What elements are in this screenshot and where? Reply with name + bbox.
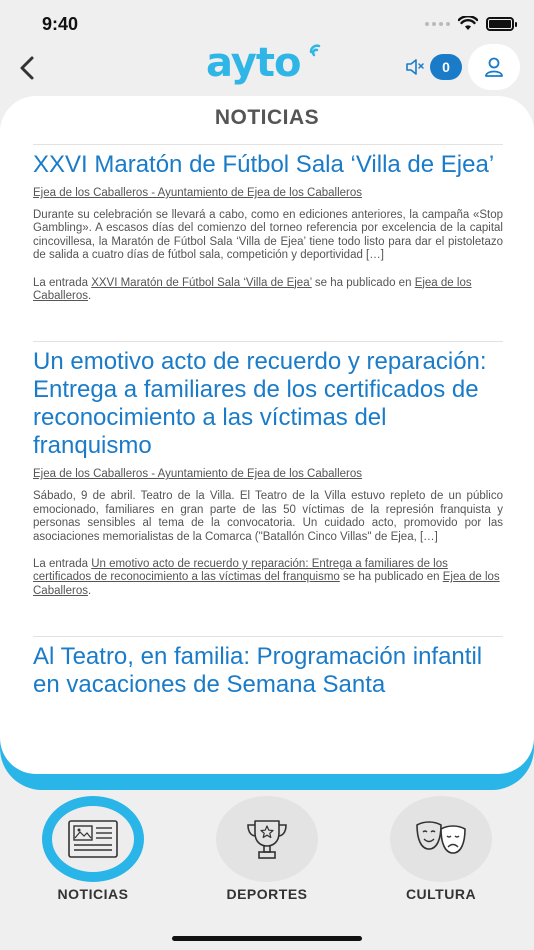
footer-prefix: La entrada xyxy=(33,276,92,289)
tab-deportes[interactable] xyxy=(207,792,327,912)
user-button[interactable] xyxy=(468,44,520,90)
article-footer xyxy=(33,277,503,304)
tab-icon-circle xyxy=(42,796,144,882)
theater-masks-icon xyxy=(412,817,470,861)
tab-label: NOTICIAS xyxy=(57,886,129,902)
page-title: NOTICIAS xyxy=(214,106,320,129)
speaker-icon xyxy=(403,56,425,78)
article-excerpt: Durante su celebración se llevará a cabo, como en ediciones anteriores, la campaña «Stop Gambling». A escasos días del comienzo del torneo referencia por excelencia de la capital cincovillesa, la Maratón de Fútbol Sala ‘Villa de Ejea’ tiene todo listo para dar el pistoletazo de salida a cuatro días de fútbol sala, competición y deportividad […] xyxy=(33,209,503,262)
article-title[interactable]: Al Teatro, en familia: Programación infantil en vacaciones de Semana Santa xyxy=(33,643,483,699)
bottom-tab-bar xyxy=(0,792,534,912)
site-link[interactable]: Ejea de los Caballeros xyxy=(33,276,472,303)
article-title[interactable]: Un emotivo acto de recuerdo y reparación: Entrega a familiares de los certificados de reconocimiento a las víctimas del franquismo xyxy=(33,348,487,460)
home-indicator[interactable] xyxy=(172,936,362,941)
news-article[interactable] xyxy=(33,636,503,699)
notification-count-badge[interactable]: 0 xyxy=(430,54,462,80)
news-list[interactable] xyxy=(33,144,503,699)
app-header xyxy=(0,40,534,92)
app-logo xyxy=(206,40,328,90)
user-icon xyxy=(483,56,505,78)
article-link[interactable]: Un emotivo acto de recuerdo y reparación: Entrega a familiares de los certificados de reconocimiento a las víctimas del franquismo xyxy=(33,558,448,584)
status-icons xyxy=(425,16,514,31)
footer-end: . xyxy=(87,584,92,597)
wifi-icon xyxy=(458,16,478,31)
article-title[interactable]: XXVI Maratón de Fútbol Sala ‘Villa de Ejea’ xyxy=(33,151,495,178)
news-card[interactable] xyxy=(0,96,534,774)
article-source[interactable]: Ejea de los Caballeros - Ayuntamiento de Ejea de los Caballeros xyxy=(33,187,363,199)
article-footer xyxy=(33,558,503,598)
back-button[interactable] xyxy=(14,50,42,86)
status-bar xyxy=(0,0,534,44)
footer-prefix: La entrada xyxy=(33,558,92,571)
article-source[interactable]: Ejea de los Caballeros - Ayuntamiento de Ejea de los Caballeros xyxy=(33,468,363,481)
newspaper-icon xyxy=(65,817,121,861)
footer-middle: se ha publicado en xyxy=(339,571,443,584)
tab-label: DEPORTES xyxy=(226,886,308,902)
tab-icon-circle xyxy=(390,796,492,882)
speaker-button[interactable] xyxy=(403,56,425,78)
footer-middle: se ha publicado en xyxy=(311,276,415,289)
signal-icon xyxy=(425,22,450,26)
tab-cultura[interactable] xyxy=(381,792,501,912)
trophy-icon xyxy=(240,815,294,863)
status-time: 9:40 xyxy=(42,14,79,34)
tab-icon-circle xyxy=(216,796,318,882)
site-link[interactable]: Ejea de los Caballeros xyxy=(33,571,500,597)
tab-label: CULTURA xyxy=(405,886,477,902)
battery-icon xyxy=(486,17,514,31)
back-chevron-icon xyxy=(14,50,42,86)
tab-noticias[interactable] xyxy=(33,792,153,912)
logo-text: ayto xyxy=(206,40,301,86)
article-excerpt: Sábado, 9 de abril. Teatro de la Villa. El Teatro de la Villa estuvo repleto de un público emocionado, familiares en gran parte de las 50 víctimas de la represión franquista y personas sensibles al tema de la convocatoria. Un cuidado acto, promovido por las asociaciones memorialistas de la Comarca ("Batallón Cinco Villas" de Ejea, […] xyxy=(33,490,503,543)
news-article[interactable] xyxy=(33,341,503,598)
footer-end: . xyxy=(87,290,92,303)
logo-signal-icon xyxy=(308,42,326,60)
news-article[interactable] xyxy=(33,144,503,303)
article-link[interactable]: XXVI Maratón de Fútbol Sala ‘Villa de Ejea’ xyxy=(91,276,312,289)
